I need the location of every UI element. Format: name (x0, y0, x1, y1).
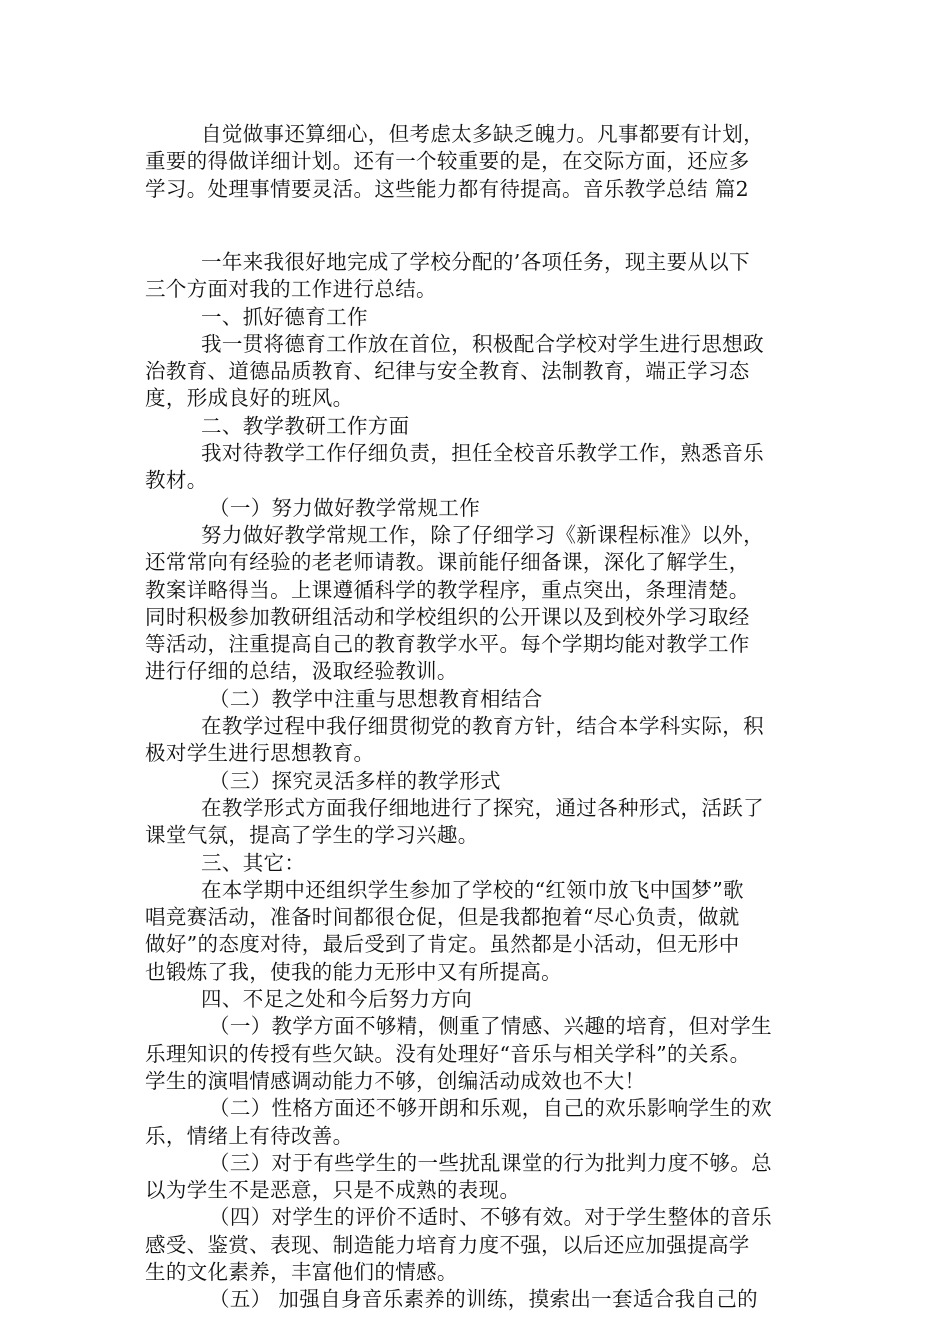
text-line: 等活动，注重提高自己的教育教学水平。每个学期均能对教学工作 (145, 632, 750, 657)
text-line: 学习。处理事情要灵活。这些能力都有待提高。音乐教学总结 篇2 (145, 176, 750, 201)
text-line: 课堂气氛，提高了学生的学习兴趣。 (145, 823, 479, 848)
text-line: 做好”的态度对待，最后受到了肯定。虽然都是小活动，但无形中 (145, 932, 740, 957)
text-line: 我对待教学工作仔细负责，担任全校音乐教学工作，熟悉音乐 (201, 441, 764, 466)
text-line: 乐，情绪上有待改善。 (145, 1123, 354, 1148)
subsection-heading: （三）探究灵活多样的教学形式 (209, 768, 501, 793)
text-line: 在本学期中还组织学生参加了学校的“红领巾放飞中国梦”歌 (201, 877, 744, 902)
text-line: 度，形成良好的班风。 (145, 386, 354, 411)
text-line: 在教学过程中我仔细贯彻党的教育方针，结合本学科实际，积 (201, 714, 764, 739)
text-line: 唱竞赛活动，准备时间都很仓促，但是我都抱着“尽心负责，做就 (145, 905, 740, 930)
text-line: （四）对学生的评价不适时、不够有效。对于学生整体的音乐 (209, 1205, 772, 1230)
text-line: 生的文化素养，丰富他们的情感。 (145, 1259, 458, 1284)
top-paragraph (145, 121, 810, 203)
text-line: （一）教学方面不够精，侧重了情感、兴趣的培育，但对学生 (209, 1014, 772, 1039)
subsection-heading: （一）努力做好教学常规工作 (209, 495, 481, 520)
text-line: 教案详略得当。上课遵循科学的教学程序，重点突出，条理清楚。 (145, 577, 750, 602)
text-line: 一年来我很好地完成了学校分配的’各项任务，现主要从以下 (201, 250, 750, 274)
text-line: 感受、鉴赏、表现、制造能力培育力度不强，以后还应加强提高学 (145, 1232, 750, 1257)
text-line: 自觉做事还算细心，但考虑太多缺乏魄力。凡事都要有计划， (201, 122, 764, 146)
subsection-heading: （二）教学中注重与思想教育相结合 (209, 686, 543, 711)
text-line: 三个方面对我的工作进行总结。 (145, 277, 437, 302)
main-body (145, 249, 810, 1314)
section-heading: 一、抓好德育工作 (201, 304, 368, 329)
text-line: 极对学生进行思想教育。 (145, 741, 375, 766)
text-line: 同时积极参加教研组活动和学校组织的公开课以及到校外学习取经 (145, 604, 750, 629)
text-line: （二）性格方面还不够开朗和乐观，自己的欢乐影响学生的欢 (209, 1096, 772, 1121)
text-line: 努力做好教学常规工作，除了仔细学习《新课程标准》以外， (201, 522, 764, 547)
text-line: 以为学生不是恶意，只是不成熟的表现。 (145, 1178, 521, 1203)
text-line: 也锻炼了我，使我的能力无形中又有所提高。 (145, 959, 562, 984)
section-heading: 四、不足之处和今后努力方向 (201, 987, 473, 1012)
text-line: 在教学形式方面我仔细地进行了探究，通过各种形式，活跃了 (201, 795, 764, 820)
text-line: （五） 加强自身音乐素养的训练，摸索出一套适合我自己的 (209, 1287, 758, 1312)
text-line: 进行仔细的总结，汲取经验教训。 (145, 659, 458, 684)
section-heading: 二、教学教研工作方面 (201, 413, 410, 438)
text-line: 教材。 (145, 468, 208, 493)
text-line: 治教育、道德品质教育、纪律与安全教育、法制教育，端正学习态 (145, 359, 750, 384)
text-line: 乐理知识的传授有些欠缺。没有处理好“音乐与相关学科”的关系。 (145, 1041, 751, 1066)
text-line: （三）对于有些学生的一些扰乱课堂的行为批判力度不够。总 (209, 1150, 772, 1175)
text-line: 我一贯将德育工作放在首位，积极配合学校对学生进行思想政 (201, 331, 764, 356)
text-line: 学生的演唱情感调动能力不够，创编活动成效也不大！ (145, 1068, 646, 1093)
section-heading: 三、其它： (201, 850, 306, 875)
text-line: 重要的得做详细计划。还有一个较重要的是，在交际方面，还应多 (145, 149, 750, 174)
text-line: 还常常向有经验的老老师请教。课前能仔细备课，深化了解学生， (145, 550, 750, 575)
